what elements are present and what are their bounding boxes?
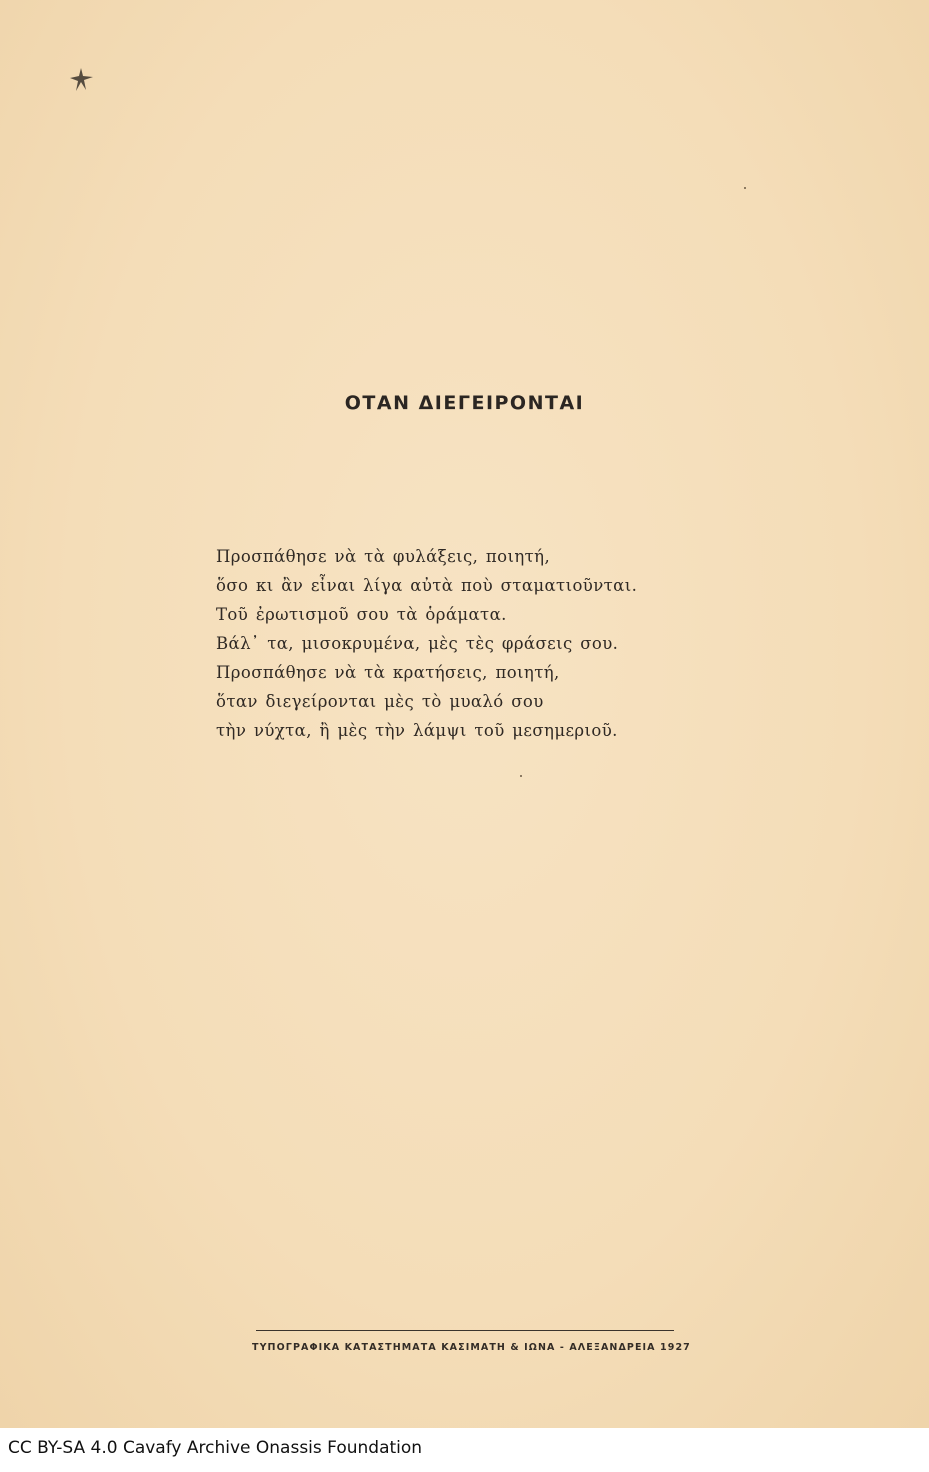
license-credit: CC BY-SA 4.0 Cavafy Archive Onassis Foundation (8, 1438, 423, 1458)
paper-speck (744, 187, 746, 189)
paper-speck (520, 775, 522, 777)
poem-body (216, 542, 716, 745)
poem-line: Τοῦ ἐρωτισμοῦ σου τὰ ὁράματα. (216, 605, 507, 624)
poem-title: ΟΤΑΝ ΔΙΕΓΕΙΡΟΝΤΑΙ (344, 392, 585, 414)
printer-imprint: ΤΥΠΟΓΡΑΦΙΚΑ ΚΑΤΑΣΤΗΜΑΤΑ ΚΑΣΙΜΑΤΗ & ΙΩΝΑ - ΑΛΕΞΑΝΔΡΕΙΑ 1927 (252, 1342, 691, 1353)
poem-line: Προσπάθησε νὰ τὰ κρατήσεις, ποιητή, (216, 663, 560, 682)
poem-line: Προσπάθησε νὰ τὰ φυλάξεις, ποιητή, (216, 547, 551, 566)
poem-line: Βάλ᾿ τα, μισοκρυμένα, μὲς τὲς φράσεις σου. (216, 634, 619, 653)
poem-line: ὅταν διεγείρονται μὲς τὸ μυαλό σου (216, 692, 544, 711)
imprint-divider (256, 1330, 674, 1331)
poem-line: τὴν νύχτα, ἢ μὲς τὴν λάμψι τοῦ μεσημεριοῦ. (216, 721, 618, 740)
poem-line: ὅσο κι ἂν εἶναι λίγα αὐτὰ ποὺ σταματιοῦνται. (216, 576, 638, 595)
ink-mark-icon (66, 64, 96, 94)
